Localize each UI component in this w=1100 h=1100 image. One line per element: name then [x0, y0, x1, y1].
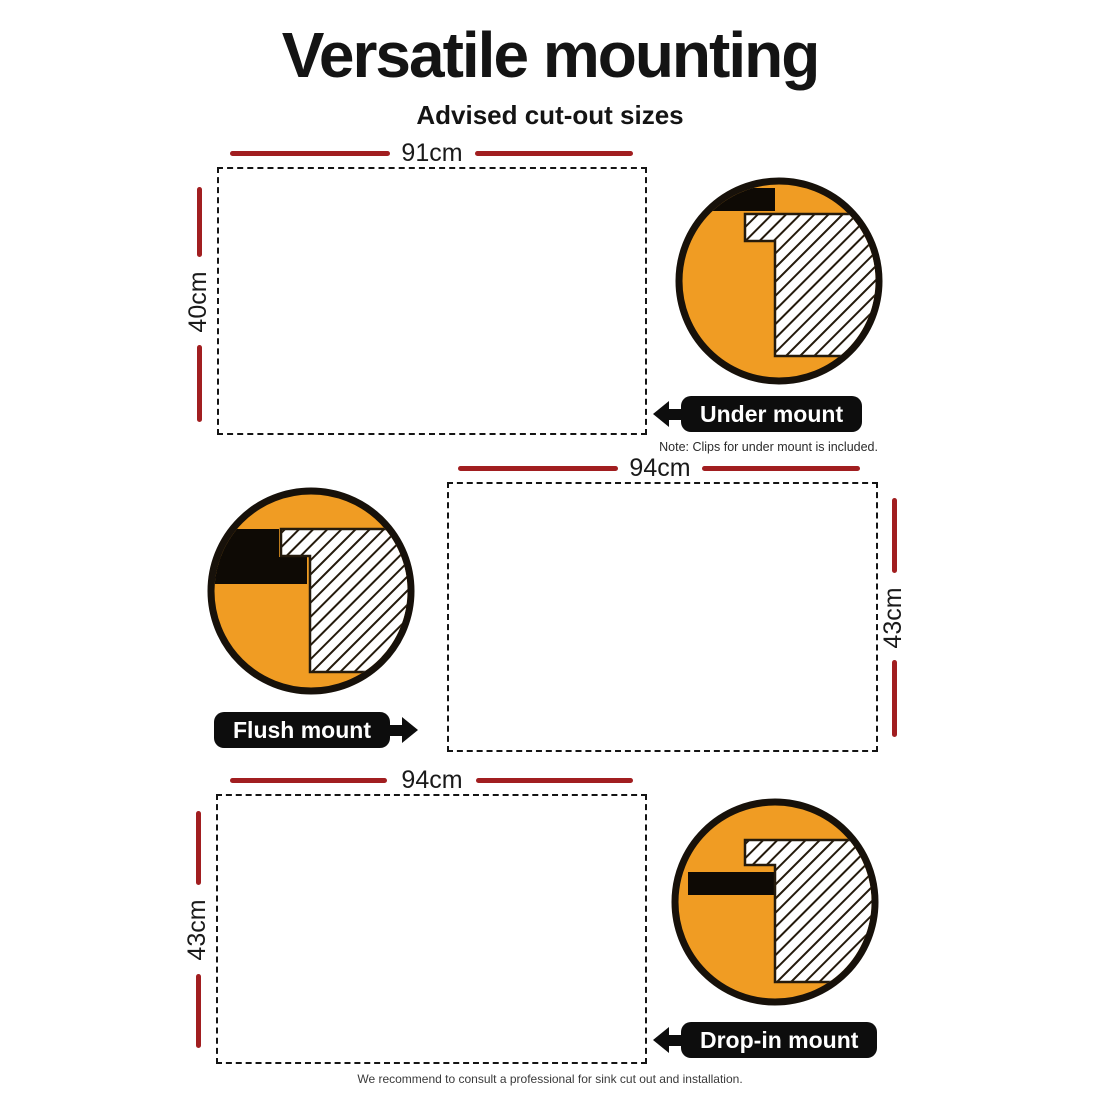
cutout-width-label-flush: 94cm: [629, 454, 691, 482]
cutout-outline-drop-in-mount: [216, 794, 647, 1064]
dimension-line: [196, 811, 201, 885]
dimension-line: [196, 974, 201, 1048]
mount-type-badge: Under mount: [681, 396, 862, 432]
arrow-right-icon: [402, 717, 418, 743]
dimension-line: [458, 466, 618, 471]
flush-mount-callout: [214, 712, 418, 748]
dimension-line: [476, 778, 633, 783]
page-title: Versatile mounting: [281, 19, 819, 91]
dimension-line: [197, 345, 202, 422]
dimension-line: [702, 466, 860, 471]
under-mount-callout: [653, 396, 862, 432]
dimension-line: [230, 151, 390, 156]
arrow-shaft: [669, 1035, 681, 1046]
cutout-height-label-under: 40cm: [184, 271, 212, 333]
dimension-line: [892, 498, 897, 573]
flush-mount-cross-section-icon: [207, 487, 415, 695]
drop-in-mount-callout: [653, 1022, 877, 1058]
arrow-left-icon: [653, 1027, 669, 1053]
arrow-shaft: [390, 725, 402, 736]
cutout-outline-under-mount: [217, 167, 647, 435]
cutout-height-label-flush: 43cm: [879, 587, 907, 649]
dimension-line: [892, 660, 897, 737]
under-mount-note: Note: Clips for under mount is included.: [659, 440, 878, 454]
cutout-height-label-dropin: 43cm: [183, 899, 211, 961]
mount-type-badge: Flush mount: [214, 712, 390, 748]
mount-type-badge: Drop-in mount: [681, 1022, 877, 1058]
cutout-width-label-dropin: 94cm: [401, 766, 463, 794]
under-mount-cross-section-icon: [675, 177, 883, 385]
footer-disclaimer: We recommend to consult a professional for sink cut out and installation.: [357, 1072, 743, 1086]
dimension-line: [197, 187, 202, 257]
drop-in-mount-cross-section-icon: [671, 798, 879, 1006]
dimension-line: [475, 151, 633, 156]
arrow-shaft: [669, 409, 681, 420]
dimension-line: [230, 778, 387, 783]
page-subtitle: Advised cut-out sizes: [416, 100, 684, 130]
arrow-left-icon: [653, 401, 669, 427]
cutout-outline-flush-mount: [447, 482, 878, 752]
cutout-width-label-under: 91cm: [401, 139, 463, 167]
